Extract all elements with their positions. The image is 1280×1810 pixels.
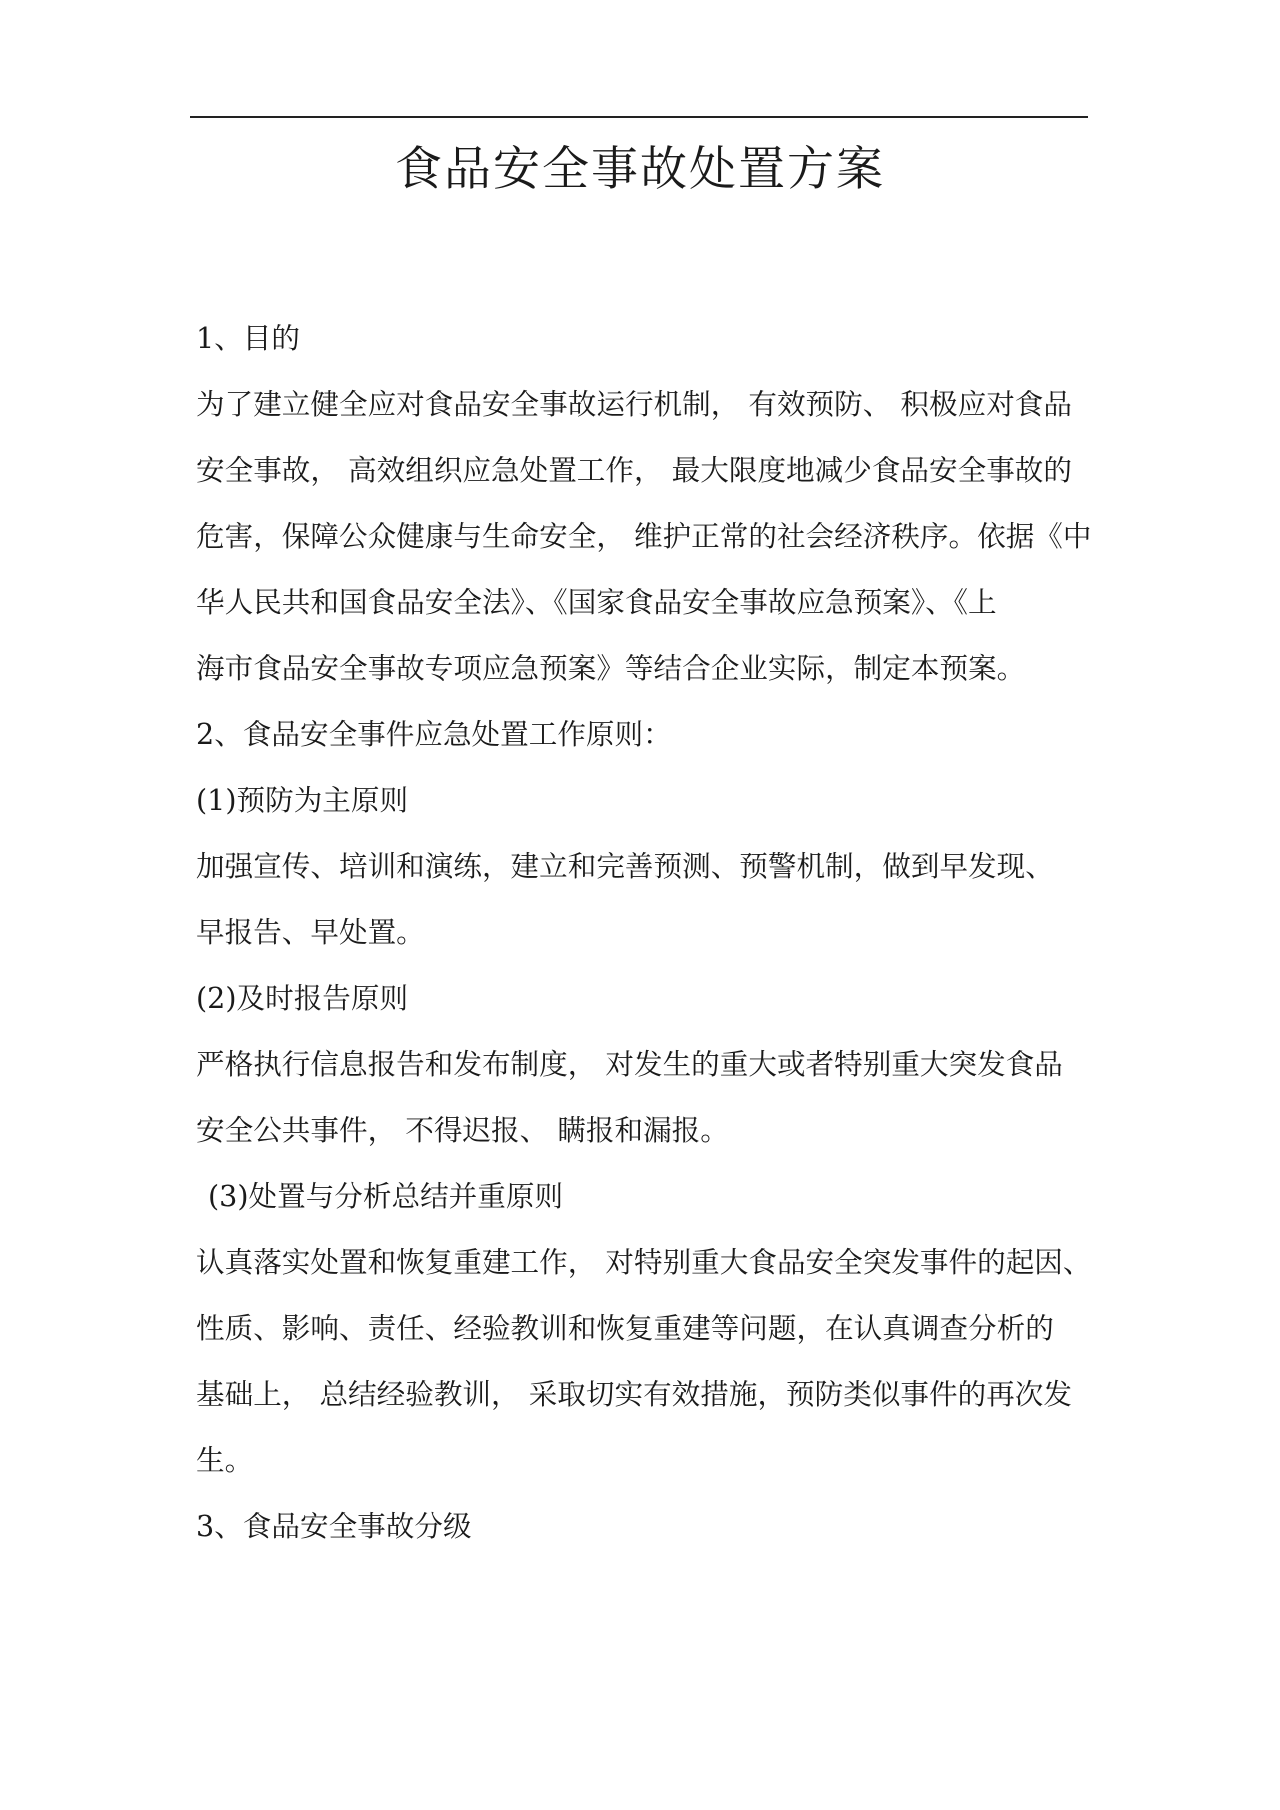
paragraph-line: 海市食品安全事故专项应急预案》等结合企业实际，制定本预案。	[196, 651, 1026, 685]
subheading-timely-report: (2)及时报告原则	[196, 981, 409, 1015]
paragraph-line: 性质、影响、责任、经验教训和恢复重建等问题，在认真调查分析的	[196, 1311, 1054, 1345]
paragraph-line: 危害，保障公众健康与生命安全， 维护正常的社会经济秩序。依据《中	[196, 519, 1092, 553]
paragraph-line: 华人民共和国食品安全法》、《国家食品安全事故应急预案》、《上	[196, 585, 997, 619]
paragraph-line: 安全公共事件， 不得迟报、 瞒报和漏报。	[196, 1113, 729, 1147]
paragraph-line: 安全事故， 高效组织应急处置工作， 最大限度地减少食品安全事故的	[196, 453, 1072, 487]
document-title: 食品安全事故处置方案	[395, 142, 885, 197]
paragraph-line: 严格执行信息报告和发布制度， 对发生的重大或者特别重大突发食品	[196, 1047, 1063, 1081]
paragraph-line: 早报告、早处置。	[196, 915, 425, 949]
section-heading-principles: 2、食品安全事件应急处置工作原则：	[196, 717, 672, 751]
section-heading-classification: 3、食品安全事故分级	[196, 1509, 472, 1543]
section-heading-purpose: 1、目的	[196, 321, 300, 355]
paragraph-line: 为了建立健全应对食品安全事故运行机制， 有效预防、 积极应对食品	[196, 387, 1072, 421]
paragraph-line: 加强宣传、培训和演练，建立和完善预测、预警机制，做到早发现、	[196, 849, 1054, 883]
header-rule	[190, 116, 1088, 118]
paragraph-line: 认真落实处置和恢复重建工作， 对特别重大食品安全突发事件的起因、	[196, 1245, 1092, 1279]
paragraph-line: 生。	[196, 1443, 254, 1477]
paragraph-line: 基础上， 总结经验教训， 采取切实有效措施，预防类似事件的再次发	[196, 1377, 1072, 1411]
subheading-prevention: (1)预防为主原则	[196, 783, 409, 817]
subheading-handling-analysis: (3)处置与分析总结并重原则	[208, 1179, 564, 1213]
